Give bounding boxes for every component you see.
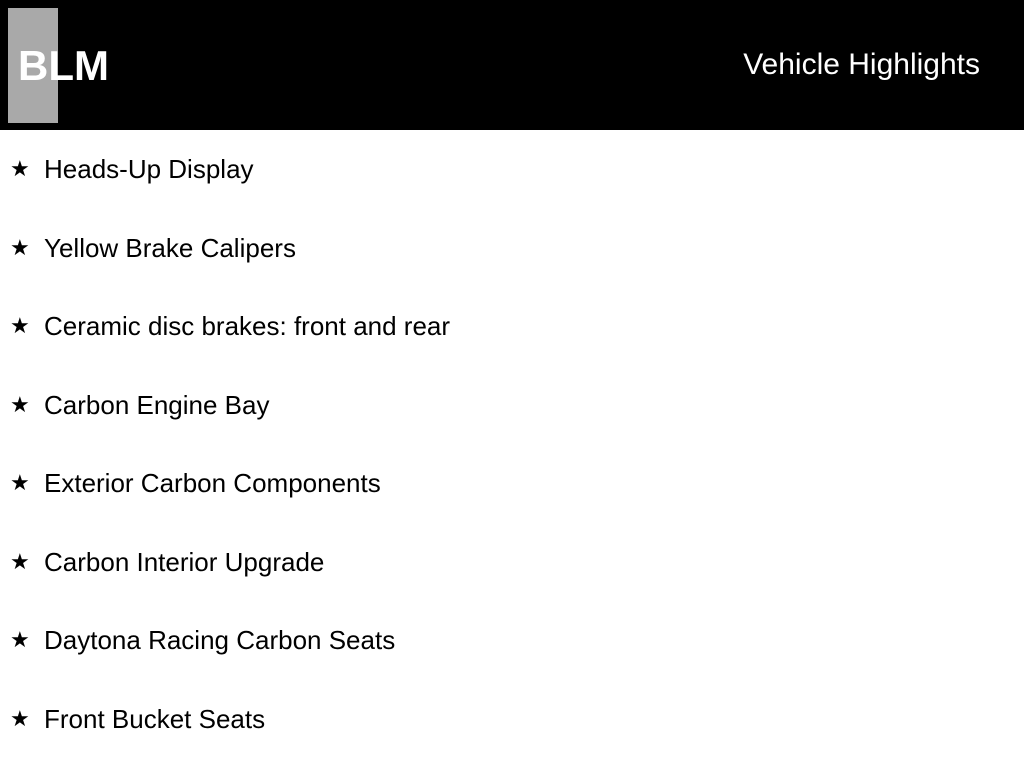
star-icon: ★ <box>10 627 30 653</box>
list-item <box>0 209 1024 288</box>
list-item-label: Front Bucket Seats <box>44 703 266 734</box>
list-item <box>0 601 1024 680</box>
brand-logo <box>8 8 116 123</box>
list-item <box>0 287 1024 366</box>
star-icon: ★ <box>10 156 30 182</box>
page-header <box>0 0 1024 130</box>
list-item <box>0 523 1024 602</box>
list-item-label: Daytona Racing Carbon Seats <box>44 625 396 656</box>
vehicle-highlights-list <box>0 130 1024 758</box>
star-icon: ★ <box>10 470 30 496</box>
list-item <box>0 444 1024 523</box>
star-icon: ★ <box>10 234 30 260</box>
star-icon: ★ <box>10 391 30 417</box>
star-icon: ★ <box>10 313 30 339</box>
page-title: Vehicle Highlights <box>743 48 980 81</box>
star-icon: ★ <box>10 705 30 731</box>
list-item <box>0 130 1024 209</box>
logo-text: BLM <box>18 42 109 89</box>
list-item-label: Carbon Engine Bay <box>44 389 270 420</box>
list-item-label: Carbon Interior Upgrade <box>44 546 325 577</box>
list-item-label: Yellow Brake Calipers <box>44 232 296 263</box>
list-item <box>0 366 1024 445</box>
list-item <box>0 680 1024 759</box>
list-item-label: Exterior Carbon Components <box>44 468 381 499</box>
list-item-label: Ceramic disc brakes: front and rear <box>44 311 451 342</box>
star-icon: ★ <box>10 548 30 574</box>
list-item-label: Heads-Up Display <box>44 154 254 185</box>
